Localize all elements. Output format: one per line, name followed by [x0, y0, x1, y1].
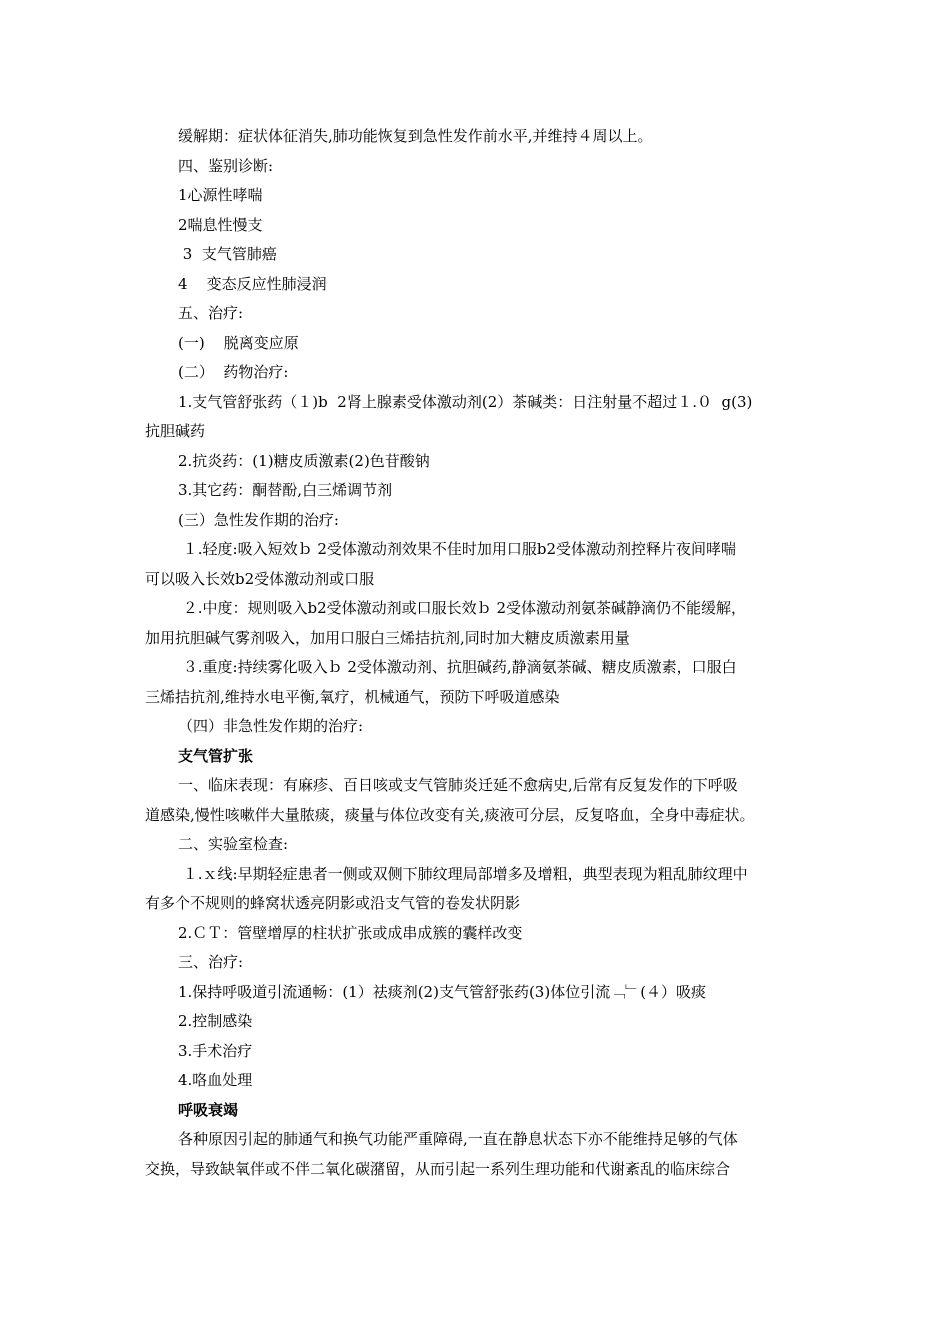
text-line: 2.ＣＴ：管壁增厚的柱状扩张或成串成簇的囊样改变 — [178, 923, 523, 942]
section-heading: 支气管扩张 — [178, 746, 254, 765]
text-line: 2.抗炎药：(1)糖皮质激素(2)色苷酸钠 — [178, 451, 430, 470]
text-line: 三烯拮抗剂,维持水电平衡,氧疗，机械通气，预防下呼吸道感染 — [145, 687, 560, 706]
text-line: 二、实验室检查: — [178, 835, 289, 853]
text-line: (二） 药物治疗: — [178, 363, 289, 381]
text-line: 道感染,慢性咳嗽伴大量脓痰，痰量与体位改变有关,痰液可分层，反复咯血，全身中毒症状。 — [145, 805, 755, 824]
text-line: 四、鉴别诊断: — [178, 156, 274, 175]
text-line: 1.支气管舒张药（１)b 2肾上腺素受体激动剂(2）茶碱类：日注射量不超过１.０ g(3) — [178, 392, 753, 411]
text-line: 2.控制感染 — [178, 1012, 253, 1030]
text-line: 3.手术治疗 — [178, 1041, 253, 1060]
text-line: 3 支气管肺癌 — [178, 245, 277, 263]
section-heading: 呼吸衰竭 — [178, 1100, 239, 1119]
text-line: （四）非急性发作期的治疗: — [178, 717, 364, 735]
text-line: 抗胆碱药 — [145, 422, 206, 440]
text-line: 一、临床表现：有麻疹、百日咳或支气管肺炎迁延不愈病史,后常有反复发作的下呼吸 — [178, 776, 738, 794]
document-body — [145, 122, 820, 1184]
text-line: ３.重度:持续雾化吸入ｂ 2受体激动剂、抗胆碱药,静滴氨茶碱、糖皮质激素，口服白 — [178, 658, 737, 676]
text-line: 4.咯血处理 — [178, 1071, 253, 1089]
text-line: 1心源性哮喘 — [178, 186, 263, 204]
text-line: 可以吸入长效b2受体激动剂或口服 — [145, 569, 375, 588]
text-line: １.ｘ线:早期轻症患者一侧或双侧下肺纹理局部增多及增粗，典型表现为粗乱肺纹理中 — [178, 864, 748, 883]
text-line: 有多个不规则的蜂窝状透亮阴影或沿支气管的卷发状阴影 — [145, 894, 521, 912]
text-line: 五、治疗: — [178, 304, 244, 322]
text-line: 三、治疗: — [178, 953, 244, 971]
text-line: (三）急性发作期的治疗: — [178, 510, 339, 529]
text-line: ２.中度：规则吸入b2受体激动剂或口服长效ｂ 2受体激动剂氨茶碱静滴仍不能缓解， — [178, 599, 746, 617]
text-line: 加用抗胆碱气雾剂吸入，加用口服白三烯拮抗剂,同时加大糖皮质激素用量 — [145, 628, 630, 647]
text-line: 1.保持呼吸道引流通畅：(1）祛痰剂(2)支气管舒张药(3)体位引流﹁﹂(４）吸痰 — [178, 982, 707, 1001]
text-line: 交换，导致缺氧伴或不伴二氧化碳潴留，从而引起一系列生理功能和代谢紊乱的临床综合 — [145, 1159, 731, 1178]
text-line: 2喘息性慢支 — [178, 215, 263, 234]
text-line: (一) 脱离变应原 — [178, 333, 299, 352]
text-line: 4 变态反应性肺浸润 — [178, 274, 327, 293]
text-line: 缓解期：症状体征消失,肺功能恢复到急性发作前水平,并维持４周以上。 — [178, 127, 653, 145]
text-line: １.轻度:吸入短效ｂ 2受体激动剂效果不佳时加用口服b2受体激动剂控释片夜间哮喘 — [178, 540, 737, 558]
text-line: 3.其它药：酮替酚,白三烯调节剂 — [178, 481, 393, 499]
text-line: 各种原因引起的肺通气和换气功能严重障碍,一直在静息状态下亦不能维持足够的气体 — [178, 1130, 738, 1148]
